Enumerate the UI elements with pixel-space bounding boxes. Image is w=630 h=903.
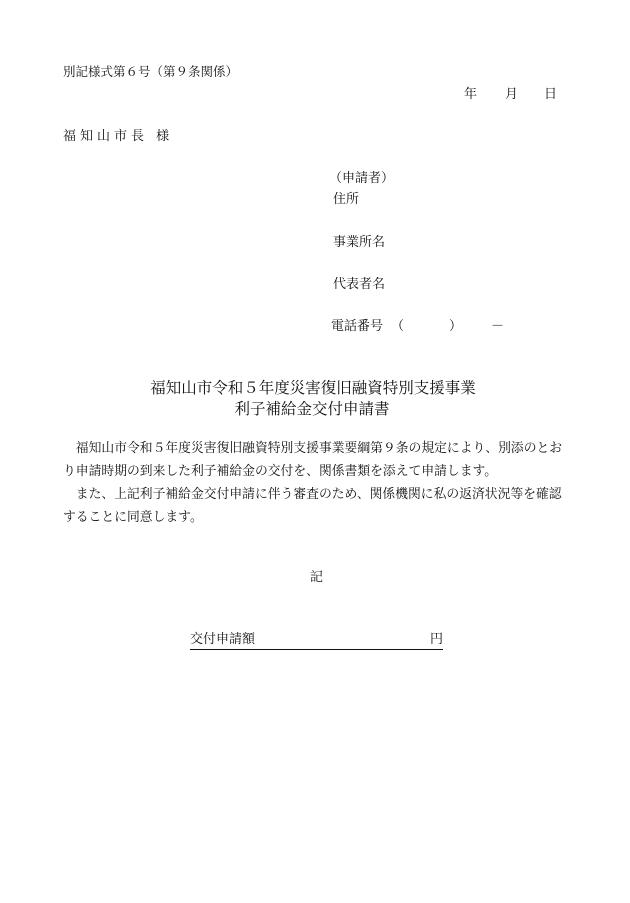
addressee: 福知山市長 様 [63, 129, 174, 144]
date-day-label: 日 [544, 87, 558, 102]
phone-dash: － [491, 319, 505, 334]
representative-label: 代表者名 [333, 277, 386, 292]
applicant-heading: （申請者） [329, 171, 395, 186]
amount-label: 交付申請額 [190, 632, 256, 647]
body-paragraph-1-text: 福知山市令和５年度災害復旧融資特別支援事業要綱第９条の規定により、別添のとおり申請時期の到来した利子補給金の交付を、関係書類を添えて申請します。 [63, 441, 563, 479]
phone-label: 電話番号 [331, 319, 384, 334]
amount-unit: 円 [429, 632, 443, 647]
form-number: 別記様式第６号（第９条関係） [63, 64, 239, 79]
document-title-line1: 福知山市令和５年度災害復旧融資特別支援事業 [150, 379, 476, 397]
body-paragraph-1 [63, 438, 573, 483]
ki-notation: 記 [310, 570, 324, 585]
phone-paren-close: ） [449, 319, 463, 334]
date-month-label: 月 [505, 87, 519, 102]
date-year-label: 年 [464, 87, 478, 102]
amount-field [190, 633, 443, 650]
office-name-label: 事業所名 [333, 235, 386, 250]
body-paragraph-2 [63, 484, 573, 529]
body-paragraph-2-text: また、上記利子補給金交付申請に伴う審査のため、関係機関に私の返済状況等を確認することに同意します。 [63, 487, 562, 525]
document-title-line2: 利子補給金交付申請書 [234, 400, 390, 418]
address-label: 住所 [333, 192, 360, 207]
phone-paren-open: （ [391, 319, 405, 334]
